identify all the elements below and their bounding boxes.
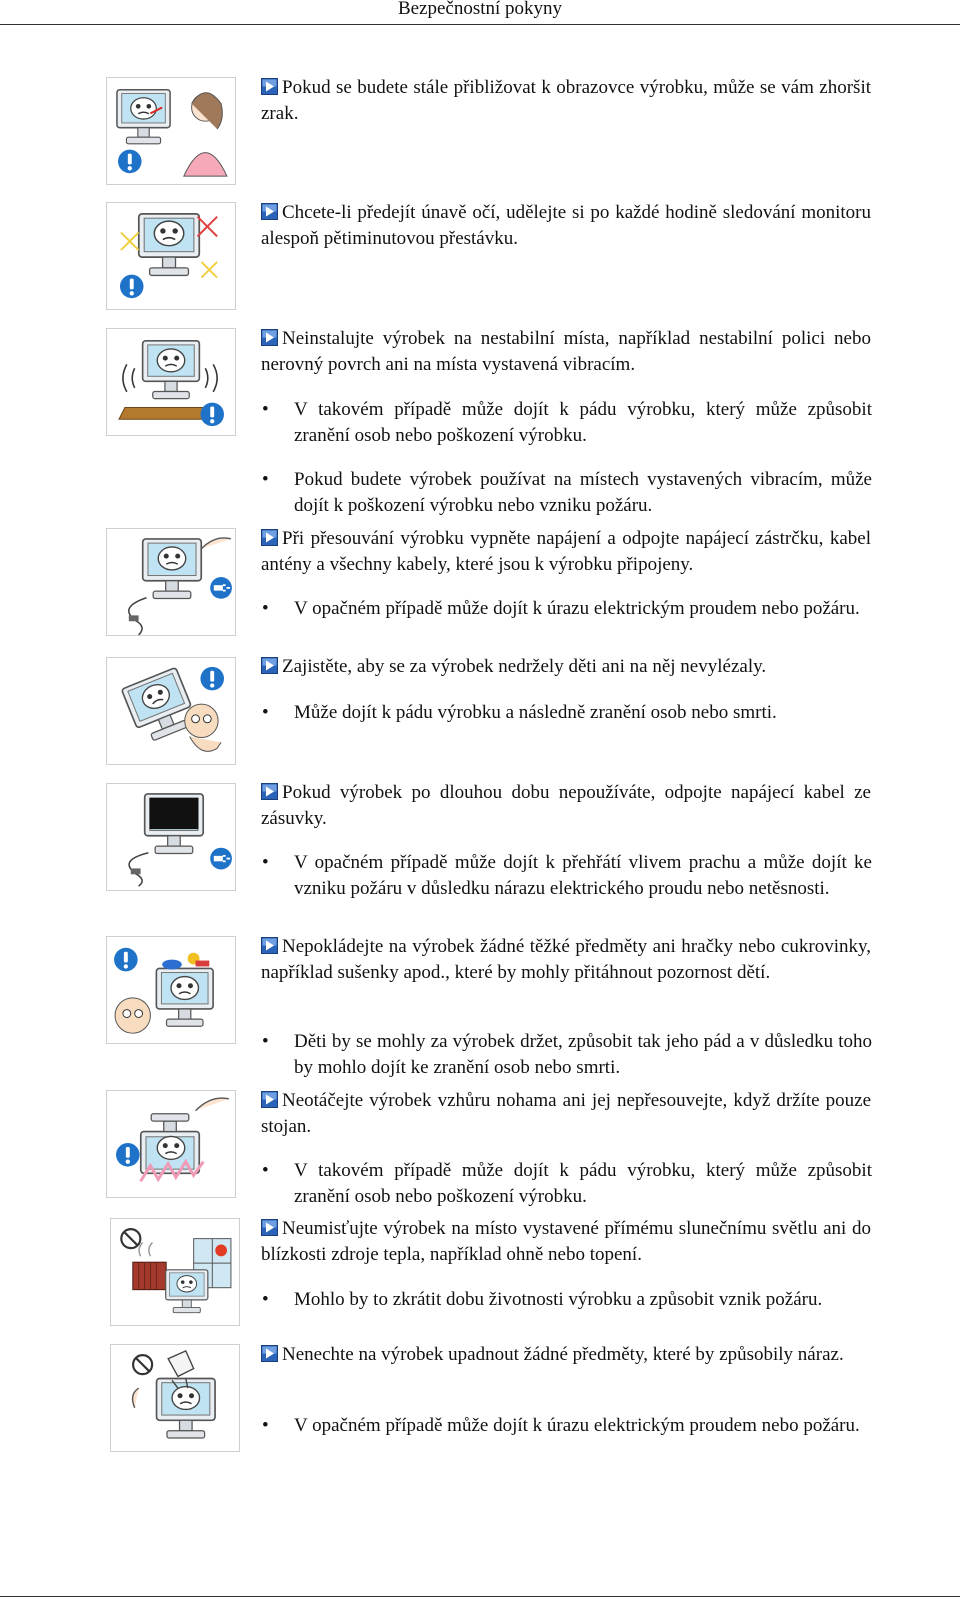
bullet-item: • V takovém případě může dojít k pádu výrobku, který může způsobit zranění osob nebo poškození výrobku. bbox=[262, 399, 872, 446]
play-bullet-icon bbox=[261, 937, 278, 954]
monitor-vibration-warning-icon bbox=[106, 328, 236, 436]
monitor-unplug-long-term-icon bbox=[106, 783, 236, 891]
bullet-dot: • bbox=[262, 399, 269, 420]
bullet-dot: • bbox=[262, 598, 269, 619]
bullet-item: • V opačném případě může dojít k úrazu elektrickým proudem nebo požáru. bbox=[262, 1413, 872, 1439]
safety-instruction: Nenechte na výrobek upadnout žádné předměty, které by způsobily náraz. bbox=[261, 1342, 871, 1368]
bullet-item: • V takovém případě může dojít k pádu výrobku, který může způsobit zranění osob nebo poškození výrobku. bbox=[262, 1160, 872, 1207]
play-bullet-icon bbox=[261, 657, 278, 674]
bullet-dot: • bbox=[262, 702, 269, 723]
bullet-dot: • bbox=[262, 1160, 269, 1181]
safety-instruction: Neotáčejte výrobek vzhůru nohama ani jej nepřesouvejte, když držíte pouze stojan. bbox=[261, 1090, 871, 1137]
header-divider bbox=[0, 24, 960, 25]
toys-on-monitor-warning-icon bbox=[106, 936, 236, 1044]
safety-instruction: Chcete-li předejít únavě očí, udělejte si po každé hodině sledování monitoru alespoň pětiminutovou přestávku. bbox=[261, 202, 871, 249]
bullet-item: • Pokud budete výrobek používat na místech vystavených vibracím, může dojít k poškození výrobku nebo vzniku požáru. bbox=[262, 469, 872, 516]
monitor-impact-prohibited-icon bbox=[110, 1344, 240, 1452]
play-bullet-icon bbox=[261, 78, 278, 95]
child-tipping-monitor-warning-icon bbox=[106, 657, 236, 765]
monitor-closeup-warning-icon bbox=[106, 77, 236, 185]
bullet-dot: • bbox=[262, 1289, 269, 1310]
bullet-dot: • bbox=[262, 1415, 269, 1436]
safety-instruction: Zajistěte, aby se za výrobek nedržely děti ani na něj nevylézaly. bbox=[261, 654, 871, 680]
monitor-eye-strain-warning-icon bbox=[106, 202, 236, 310]
bullet-dot: • bbox=[262, 1031, 269, 1052]
monitor-upside-down-warning-icon bbox=[106, 1090, 236, 1198]
safety-instruction: Při přesouvání výrobku vypněte napájení a odpojte napájecí zástrčku, kabel antény a všechny kabely, které jsou k výrobku připojeny. bbox=[261, 528, 871, 575]
bullet-dot: • bbox=[262, 469, 269, 490]
bullet-item: • V opačném případě může dojít k přehřátí vlivem prachu a může dojít ke vzniku požáru v důsledku nárazu elektrického proudu nebo netěsnosti. bbox=[262, 852, 872, 899]
play-bullet-icon bbox=[261, 529, 278, 546]
play-bullet-icon bbox=[261, 1345, 278, 1362]
safety-instruction: Pokud se budete stále přibližovat k obrazovce výrobku, může se vám zhoršit zrak. bbox=[261, 77, 871, 124]
bullet-item: • Mohlo by to zkrátit dobu životnosti výrobku a způsobit vznik požáru. bbox=[262, 1287, 872, 1313]
play-bullet-icon bbox=[261, 783, 278, 800]
safety-instruction: Nepokládejte na výrobek žádné těžké předměty ani hračky nebo cukrovinky, například sušenky apod., které by mohly přitáhnout pozornost dětí. bbox=[261, 936, 871, 983]
bullet-item: • Děti by se mohly za výrobek držet, způsobit tak jeho pád a v důsledku toho by mohlo dojít ke zranění osob nebo smrti. bbox=[262, 1031, 872, 1078]
monitor-heat-sunlight-prohibited-icon bbox=[110, 1218, 240, 1326]
monitor-unplug-before-moving-icon bbox=[106, 528, 236, 636]
play-bullet-icon bbox=[261, 329, 278, 346]
page-header: Bezpečnostní pokyny bbox=[397, 0, 563, 19]
bullet-item: • Může dojít k pádu výrobku a následně zranění osob nebo smrti. bbox=[262, 700, 872, 726]
safety-instruction: Neinstalujte výrobek na nestabilní místa, například nestabilní polici nebo nerovný povrch ani na místa vystavená vibracím. bbox=[261, 328, 871, 375]
footer-divider bbox=[0, 1596, 960, 1597]
play-bullet-icon bbox=[261, 1219, 278, 1236]
play-bullet-icon bbox=[261, 203, 278, 220]
safety-instruction: Neumisťujte výrobek na místo vystavené přímému slunečnímu světlu ani do blízkosti zdroje tepla, například ohně nebo topení. bbox=[261, 1218, 871, 1265]
safety-instruction: Pokud výrobek po dlouhou dobu nepoužíváte, odpojte napájecí kabel ze zásuvky. bbox=[261, 782, 871, 829]
bullet-dot: • bbox=[262, 852, 269, 873]
bullet-item: • V opačném případě může dojít k úrazu elektrickým proudem nebo požáru. bbox=[262, 596, 872, 622]
play-bullet-icon bbox=[261, 1091, 278, 1108]
